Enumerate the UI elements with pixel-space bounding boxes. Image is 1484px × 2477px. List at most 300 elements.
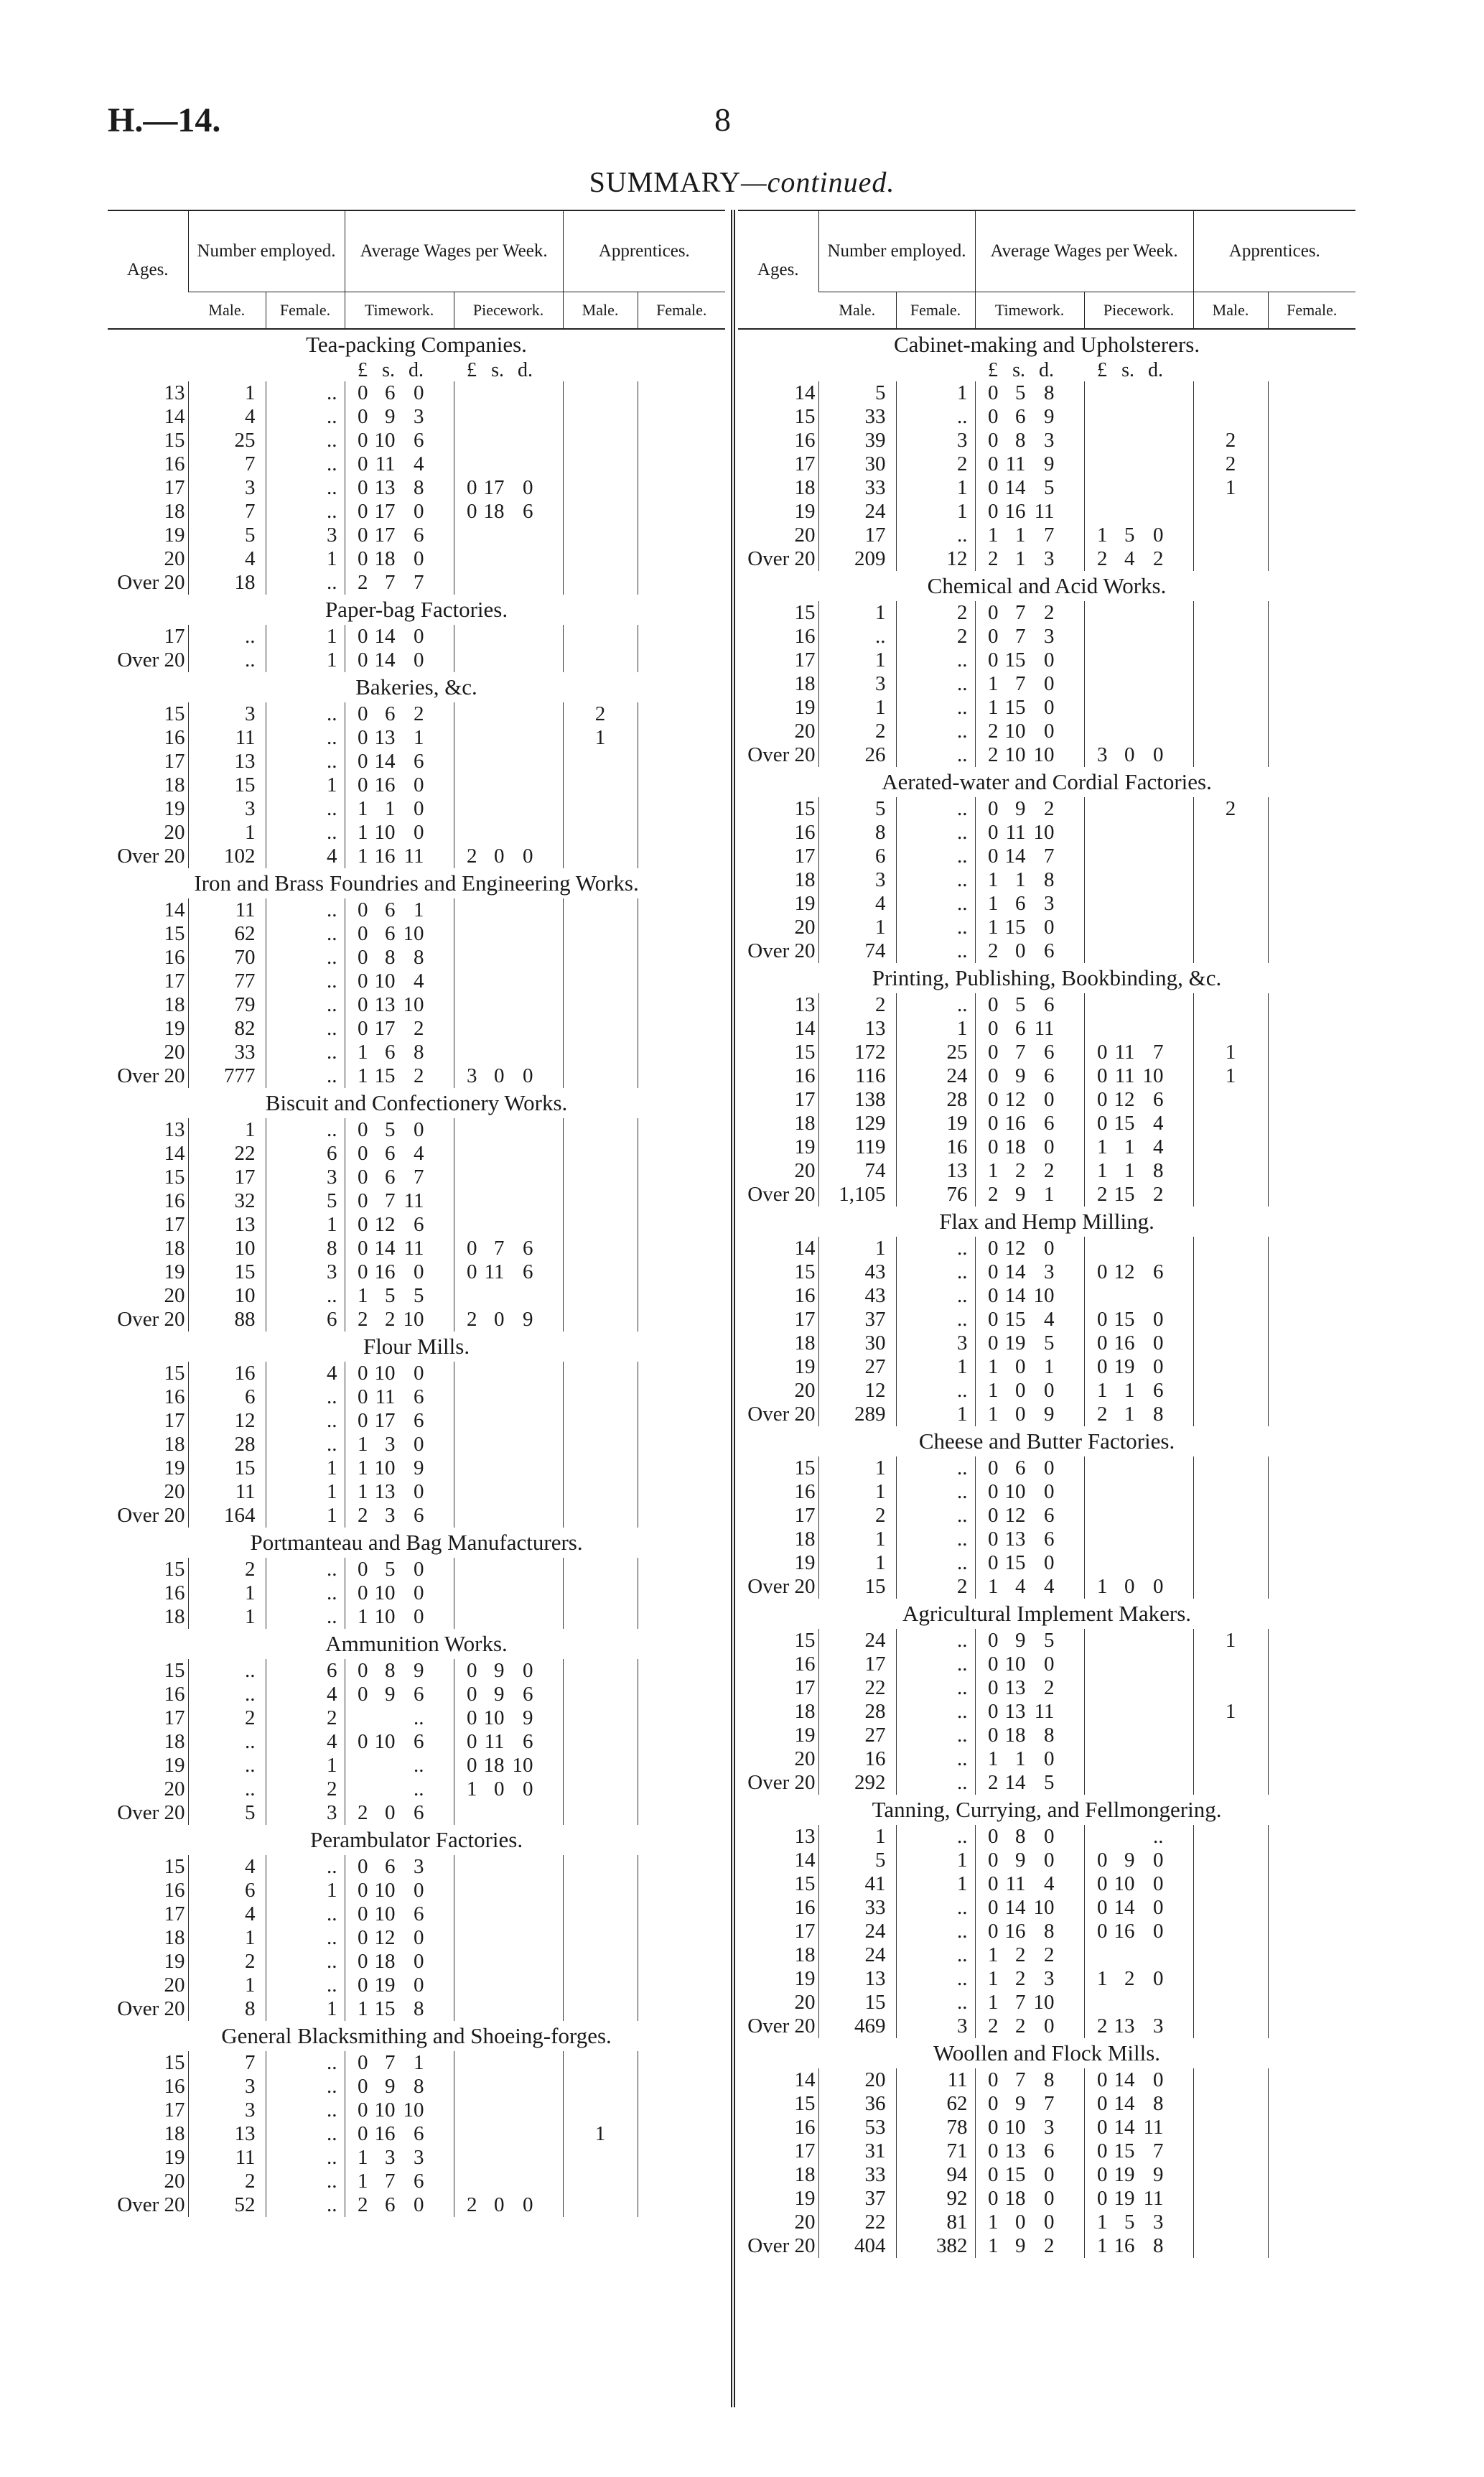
cell-male-employed: 10 — [188, 1284, 266, 1308]
wage-pence: 3 — [1044, 1967, 1055, 1990]
cell-male-employed: 4 — [188, 405, 266, 429]
wage-shillings: 10 — [1004, 1480, 1026, 1503]
cell-timework — [345, 1284, 454, 1308]
cell-age: 17 — [738, 845, 818, 868]
cell-apprentice-male — [1193, 405, 1268, 429]
wage-pence: 11 — [403, 1237, 424, 1260]
cell-male-employed: 289 — [818, 1403, 896, 1426]
cell-apprentice-male — [563, 1855, 638, 1879]
cell-age: 18 — [108, 1926, 188, 1950]
cell-apprentice-female — [638, 500, 725, 524]
unit-pound: £ — [358, 360, 368, 381]
header-ages: Ages. — [126, 259, 169, 279]
wage-pounds: 0 — [988, 1064, 999, 1087]
cell-female-employed: .. — [266, 993, 345, 1017]
wage-shillings: 9 — [1015, 2092, 1026, 2115]
wage-pounds: 1 — [1097, 524, 1108, 547]
cell-apprentice-male — [1193, 1920, 1268, 1943]
wage-pounds: 0 — [988, 625, 999, 648]
wage-pounds: 0 — [358, 946, 368, 969]
cell-age: 18 — [108, 773, 188, 797]
cell-male-employed: 33 — [188, 1041, 266, 1064]
wage-pence: 0 — [1044, 1456, 1055, 1479]
cell-age: 16 — [108, 1879, 188, 1902]
wage-pounds: 1 — [988, 1403, 999, 1426]
cell-apprentice-female — [1268, 993, 1355, 1017]
cell-timework — [975, 2234, 1084, 2258]
cell-timework — [975, 672, 1084, 696]
cell-age: 17 — [108, 1409, 188, 1433]
wage-pence: 2 — [1044, 1676, 1055, 1699]
wage-pence: 0 — [1044, 1849, 1055, 1872]
wage-pence: 6 — [1044, 1504, 1055, 1527]
cell-piecework — [1084, 1629, 1193, 1653]
wage-pence: 10 — [1033, 821, 1055, 844]
cell-apprentice-male — [1193, 1747, 1268, 1771]
cell-apprentice-female — [638, 773, 725, 797]
cell-timework — [975, 1504, 1084, 1528]
cell-male-employed: 18 — [188, 571, 266, 595]
wage-pounds: 2 — [1097, 547, 1108, 570]
table-row — [108, 1433, 725, 1456]
wage-shillings: 11 — [484, 1260, 505, 1283]
wage-pounds: 0 — [358, 1213, 368, 1236]
cell-timework — [345, 702, 454, 726]
wage-shillings: 12 — [1114, 1260, 1135, 1283]
section-title: General Blacksmithing and Shoeing-forges. — [221, 2023, 612, 2048]
cell-apprentice-female — [1268, 500, 1355, 524]
table-row — [108, 993, 725, 1017]
wage-pence: 6 — [414, 429, 424, 452]
wage-pence: 6 — [414, 2122, 424, 2145]
wage-shillings: 14 — [1004, 1260, 1026, 1283]
wage-shillings: 16 — [374, 845, 396, 868]
cell-female-employed: .. — [266, 821, 345, 845]
cell-male-employed: 13 — [188, 1213, 266, 1237]
wage-shillings: 14 — [1004, 1284, 1026, 1307]
cell-age: 17 — [108, 476, 188, 500]
cell-male-employed: 27 — [818, 1355, 896, 1379]
cell-male-employed: 15 — [818, 1575, 896, 1599]
cell-timework — [975, 2116, 1084, 2139]
wage-shillings: 10 — [374, 429, 396, 452]
table-row — [108, 476, 725, 500]
cell-male-employed: 5 — [188, 524, 266, 547]
cell-male-employed: 6 — [818, 845, 896, 868]
cell-apprentice-female — [638, 898, 725, 922]
cell-female-employed: .. — [266, 1284, 345, 1308]
wage-pounds: 3 — [467, 1064, 477, 1087]
cell-apprentice-female — [638, 1260, 725, 1284]
wage-shillings: 7 — [1015, 672, 1026, 695]
cell-apprentice-female — [1268, 797, 1355, 821]
units-spacer — [818, 360, 896, 381]
wage-pounds: 0 — [988, 845, 999, 868]
wage-pence: 4 — [414, 970, 424, 993]
table-row — [108, 547, 725, 571]
cell-female-employed: .. — [896, 1653, 975, 1676]
wage-shillings: 10 — [374, 2099, 396, 2122]
wage-shillings: 0 — [494, 1308, 505, 1331]
cell-male-employed: 2 — [818, 1504, 896, 1528]
cell-apprentice-female — [1268, 1700, 1355, 1724]
cell-male-employed: 17 — [188, 1166, 266, 1189]
table-row — [108, 1213, 725, 1237]
wage-pence: 0 — [414, 1558, 424, 1581]
cell-timework — [345, 1558, 454, 1581]
cell-piecework — [1084, 845, 1193, 868]
cell-piecework — [454, 2122, 563, 2146]
cell-male-employed: 1 — [818, 1551, 896, 1575]
cell-apprentice-female — [1268, 1308, 1355, 1332]
wage-shillings: 0 — [1015, 939, 1026, 962]
wage-pounds: 1 — [988, 1991, 999, 2014]
wage-pounds: 0 — [988, 1896, 999, 1919]
wage-pounds: 0 — [467, 1260, 477, 1283]
cell-piecework — [1084, 1403, 1193, 1426]
cell-apprentice-male — [1193, 1308, 1268, 1332]
wage-pounds: 0 — [358, 922, 368, 945]
cell-apprentice-male — [563, 1362, 638, 1385]
cell-apprentice-male — [563, 1284, 638, 1308]
cell-female-employed: .. — [896, 1747, 975, 1771]
wage-pence: 11 — [1034, 500, 1055, 523]
wage-pounds: 0 — [358, 970, 368, 993]
cell-female-employed: .. — [266, 476, 345, 500]
cell-apprentice-female — [1268, 2116, 1355, 2139]
wage-pence: 2 — [1044, 601, 1055, 624]
cell-piecework — [454, 2075, 563, 2099]
wage-pence: 4 — [414, 1142, 424, 1165]
cell-timework — [975, 821, 1084, 845]
wage-shillings: 5 — [385, 1558, 396, 1581]
wage-shillings: 9 — [385, 405, 396, 428]
wage-shillings: 18 — [1004, 2187, 1026, 2210]
cell-female-employed: 382 — [896, 2234, 975, 2258]
cell-apprentice-male — [563, 1683, 638, 1706]
cell-male-employed: 1 — [188, 1605, 266, 1629]
wage-shillings: 14 — [1004, 845, 1026, 868]
cell-female-employed: 1 — [896, 1872, 975, 1896]
cell-timework — [345, 1974, 454, 1997]
cell-apprentice-male — [563, 1041, 638, 1064]
cell-age: 15 — [108, 702, 188, 726]
cell-piecework — [454, 1801, 563, 1825]
cell-piecework — [454, 1213, 563, 1237]
cell-apprentice-male — [563, 1213, 638, 1237]
cell-timework — [975, 1112, 1084, 1135]
wage-pounds: 0 — [358, 429, 368, 452]
table-row — [738, 845, 1355, 868]
wage-shillings: 14 — [1114, 2068, 1135, 2091]
wage-pounds: 0 — [988, 2092, 999, 2115]
wage-pence: 0 — [414, 1974, 424, 1997]
wage-pence: 2 — [1153, 547, 1164, 570]
cell-timework — [975, 1967, 1084, 1991]
cell-piecework — [1084, 1551, 1193, 1575]
wage-pounds: 0 — [467, 1754, 477, 1777]
cell-age: 20 — [108, 1777, 188, 1801]
page-number: 8 — [714, 101, 731, 138]
wage-pence: 11 — [403, 1189, 424, 1212]
cell-age: 20 — [108, 547, 188, 571]
cell-apprentice-female — [638, 922, 725, 946]
cell-apprentice-female — [1268, 476, 1355, 500]
cell-apprentice-male — [563, 1950, 638, 1974]
table-row — [738, 1403, 1355, 1426]
cell-apprentice-male — [563, 1189, 638, 1213]
cell-apprentice-male — [563, 381, 638, 405]
cell-timework — [975, 1991, 1084, 2014]
cell-female-employed: .. — [266, 1581, 345, 1605]
wage-shillings: 6 — [385, 702, 396, 725]
wage-pounds: 0 — [988, 2187, 999, 2210]
cell-age: 20 — [738, 524, 818, 547]
wage-shillings: 16 — [374, 2122, 396, 2145]
cell-apprentice-female — [1268, 1159, 1355, 1183]
wage-pence: 2 — [1044, 797, 1055, 820]
cell-male-employed: 2 — [188, 1558, 266, 1581]
cell-timework — [345, 1504, 454, 1528]
cell-timework — [975, 2068, 1084, 2092]
wage-pounds: 0 — [988, 452, 999, 475]
wage-shillings: 10 — [1114, 1872, 1135, 1895]
table-row — [738, 1237, 1355, 1260]
cell-timework — [975, 1284, 1084, 1308]
wage-pounds: 1 — [358, 1456, 368, 1479]
cell-male-employed: 33 — [818, 405, 896, 429]
cell-piecework — [454, 524, 563, 547]
table-row — [738, 1920, 1355, 1943]
wage-pounds: 0 — [467, 1659, 477, 1682]
cell-apprentice-male — [1193, 500, 1268, 524]
cell-piecework — [454, 2193, 563, 2217]
wage-pence: 0 — [1153, 524, 1164, 547]
cell-male-employed: 27 — [818, 1724, 896, 1747]
table-row — [738, 1135, 1355, 1159]
cell-piecework — [454, 1480, 563, 1504]
cell-apprentice-female — [638, 1801, 725, 1825]
cell-female-employed: .. — [266, 970, 345, 993]
table-row — [108, 946, 725, 970]
cell-timework — [345, 773, 454, 797]
cell-age: 14 — [738, 1849, 818, 1872]
table-row — [108, 970, 725, 993]
cell-piecework — [454, 2051, 563, 2075]
unit-pence: d. — [518, 360, 533, 381]
table-row — [738, 1504, 1355, 1528]
section-title: Agricultural Implement Makers. — [902, 1601, 1192, 1626]
wage-shillings: 1 — [1015, 547, 1026, 570]
cell-piecework — [1084, 452, 1193, 476]
cell-timework — [345, 1706, 454, 1730]
cell-apprentice-female — [638, 571, 725, 595]
cell-female-employed: 11 — [896, 2068, 975, 2092]
wage-pence: 8 — [1044, 381, 1055, 404]
wage-shillings: 17 — [483, 476, 505, 499]
units-spacer — [1193, 360, 1268, 381]
cell-piecework — [1084, 1700, 1193, 1724]
cell-male-employed: 16 — [188, 1362, 266, 1385]
cell-timework — [345, 1730, 454, 1754]
cell-female-employed: .. — [896, 1629, 975, 1653]
cell-apprentice-male — [1193, 1284, 1268, 1308]
cell-male-employed: 24 — [818, 1629, 896, 1653]
wage-pence: 8 — [414, 946, 424, 969]
cell-age: 16 — [108, 452, 188, 476]
cell-female-employed: 92 — [896, 2187, 975, 2211]
cell-female-employed: 28 — [896, 1088, 975, 1112]
table-row — [108, 1118, 725, 1142]
wage-shillings: 16 — [1114, 2234, 1135, 2257]
wage-pence: 11 — [1034, 1700, 1055, 1723]
wage-pounds: 0 — [988, 1629, 999, 1652]
cell-timework — [345, 1581, 454, 1605]
cell-timework — [345, 571, 454, 595]
wage-shillings: 1 — [1015, 868, 1026, 891]
currency-units-timework — [345, 360, 454, 381]
wage-shillings: 7 — [1015, 625, 1026, 648]
cell-apprentice-male — [1193, 2014, 1268, 2038]
cell-age: Over 20 — [738, 939, 818, 963]
cell-apprentice-male — [1193, 892, 1268, 916]
cell-apprentice-female — [1268, 429, 1355, 452]
cell-timework — [345, 750, 454, 773]
wage-shillings: 0 — [494, 845, 505, 868]
cell-age: 15 — [108, 1659, 188, 1683]
cell-female-employed: .. — [266, 922, 345, 946]
wage-shillings: 14 — [374, 750, 396, 773]
table-row — [738, 2163, 1355, 2187]
table-row — [738, 2234, 1355, 2258]
cell-female-employed: 6 — [266, 1142, 345, 1166]
cell-piecework — [1084, 939, 1193, 963]
cell-piecework — [454, 1064, 563, 1088]
table-row — [108, 429, 725, 452]
cell-piecework — [1084, 1480, 1193, 1504]
cell-piecework — [1084, 1183, 1193, 1207]
table-row — [108, 922, 725, 946]
cell-timework — [975, 1064, 1084, 1088]
cell-piecework — [1084, 993, 1193, 1017]
wage-shillings: 5 — [1015, 381, 1026, 404]
cell-timework — [345, 1118, 454, 1142]
cell-timework — [345, 1777, 454, 1801]
wage-shillings: 2 — [385, 1308, 396, 1331]
cell-apprentice-female — [638, 1385, 725, 1409]
cell-age: 17 — [108, 750, 188, 773]
wage-shillings: 15 — [1004, 2163, 1026, 2186]
table-row — [108, 1581, 725, 1605]
table-row — [738, 1112, 1355, 1135]
cell-apprentice-female — [638, 2122, 725, 2146]
cell-timework — [975, 1943, 1084, 1967]
wage-pence: 6 — [414, 1683, 424, 1706]
cell-male-employed: 30 — [818, 452, 896, 476]
wage-pence: 7 — [1044, 524, 1055, 547]
cell-age: Over 20 — [108, 1064, 188, 1088]
cell-piecework — [1084, 1135, 1193, 1159]
cell-age: 16 — [738, 1480, 818, 1504]
wage-pounds: 2 — [358, 1504, 368, 1527]
wage-pounds: 0 — [358, 1926, 368, 1949]
wage-shillings: 11 — [1005, 452, 1026, 475]
cell-piecework — [1084, 476, 1193, 500]
wage-shillings: 3 — [385, 2146, 396, 2169]
cell-apprentice-female — [1268, 2234, 1355, 2258]
cell-timework — [345, 1017, 454, 1041]
table-row — [108, 1504, 725, 1528]
cell-male-employed: 15 — [188, 773, 266, 797]
cell-age: 15 — [108, 429, 188, 452]
wage-pounds: 0 — [988, 1260, 999, 1283]
cell-piecework — [1084, 429, 1193, 452]
cell-timework — [345, 797, 454, 821]
table-row — [738, 476, 1355, 500]
wage-pounds: 1 — [988, 1967, 999, 1990]
cell-age: 14 — [108, 405, 188, 429]
cell-apprentice-female — [1268, 1771, 1355, 1795]
cell-apprentice-female — [638, 1064, 725, 1088]
cell-timework — [345, 1659, 454, 1683]
cell-piecework — [1084, 500, 1193, 524]
section-title: Iron and Brass Foundries and Engineering Works. — [194, 870, 639, 896]
table-row — [738, 1943, 1355, 1967]
section-heading — [738, 330, 1355, 360]
wage-shillings: 10 — [374, 1730, 396, 1753]
table-row — [108, 1237, 725, 1260]
wage-shillings: 7 — [494, 1237, 505, 1260]
cell-male-employed: 39 — [818, 429, 896, 452]
table-row — [738, 916, 1355, 939]
wage-shillings: 6 — [1015, 1017, 1026, 1040]
cell-apprentice-male — [563, 571, 638, 595]
cell-apprentice-female — [638, 2193, 725, 2217]
cell-timework — [975, 476, 1084, 500]
table-row — [108, 898, 725, 922]
cell-age: 17 — [108, 1902, 188, 1926]
cell-female-employed: 16 — [896, 1135, 975, 1159]
cell-apprentice-male: 2 — [1193, 429, 1268, 452]
wage-pounds: 0 — [358, 898, 368, 921]
table-row — [738, 1849, 1355, 1872]
cell-age: 16 — [108, 2075, 188, 2099]
wage-pence: 4 — [414, 452, 424, 475]
cell-female-employed: 3 — [266, 1801, 345, 1825]
cell-female-employed: .. — [896, 1825, 975, 1849]
wage-pence: 10 — [403, 993, 424, 1016]
wage-pence: 9 — [414, 1456, 424, 1479]
cell-male-employed: .. — [188, 625, 266, 649]
wage-shillings: 6 — [1015, 1456, 1026, 1479]
wage-pounds: 0 — [988, 2116, 999, 2139]
wage-pence: 3 — [414, 405, 424, 428]
wage-shillings: 9 — [1015, 1064, 1026, 1087]
table-row — [108, 750, 725, 773]
cell-piecework — [1084, 1896, 1193, 1920]
cell-piecework — [454, 571, 563, 595]
wage-pence: 3 — [1044, 625, 1055, 648]
cell-apprentice-female — [1268, 1653, 1355, 1676]
cell-female-employed: .. — [266, 1041, 345, 1064]
cell-timework — [975, 381, 1084, 405]
header-average-wages: Average Wages per Week. — [345, 211, 563, 292]
cell-apprentice-female — [1268, 1064, 1355, 1088]
units-spacer — [1268, 360, 1355, 381]
wage-pounds: 1 — [988, 1575, 999, 1598]
table-row — [738, 405, 1355, 429]
cell-timework — [975, 1653, 1084, 1676]
